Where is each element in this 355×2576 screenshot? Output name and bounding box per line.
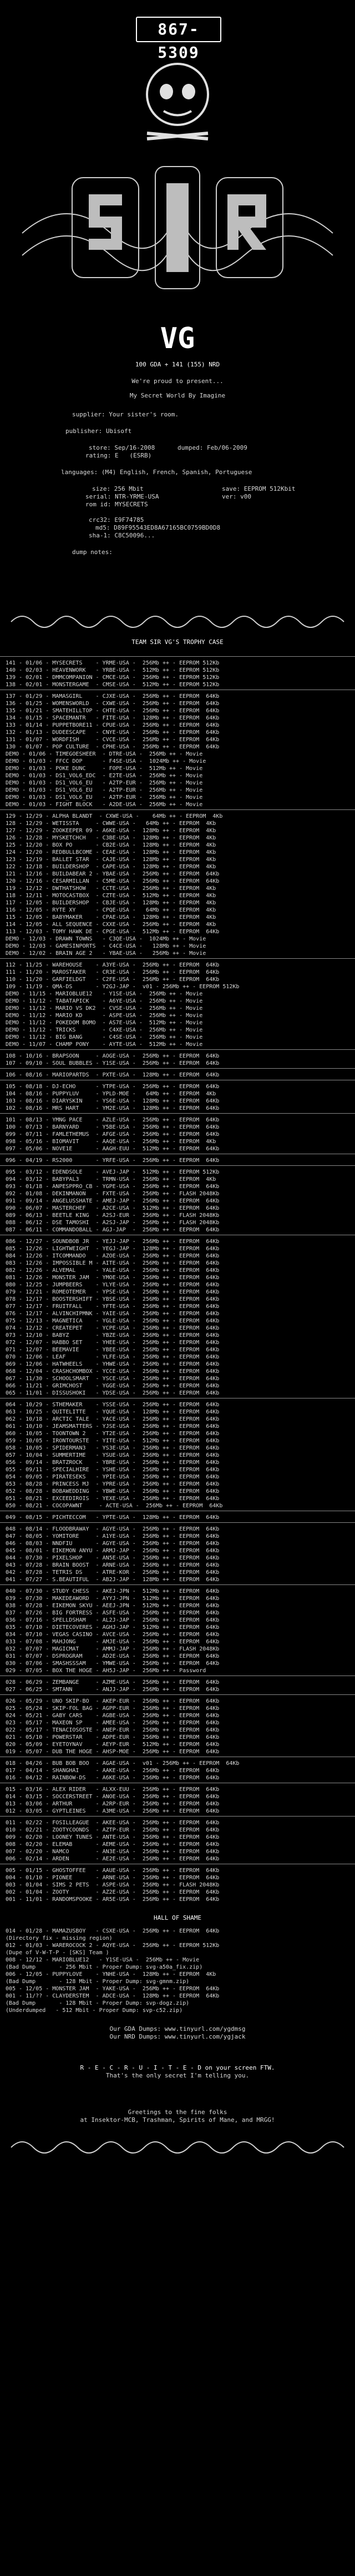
trophy-row: 139 - 02/01 - DMMCOMPANION - CMCE-USA - 256Mb ++ - EEPROM 512Kb bbox=[6, 675, 220, 681]
trophy-row: 053 - 08/28 - PRINCESS MJ - YPRE-USA - 256Mb ++ - EEPROM 64Kb bbox=[6, 1481, 220, 1487]
trophy-row: 029 - 07/05 - BOX THE HOGE - AH5J-JAP - 256Mb ++ - Password bbox=[6, 1668, 206, 1674]
group-separator bbox=[0, 1049, 355, 1050]
trophy-row: 098 - 05/16 - BIOMAVIT - AAQE-USA - 256Mb ++ - EEPROM 4Kb bbox=[6, 1139, 216, 1145]
trophy-row: 067 - 11/30 - SCHOOLSMART - YSCE-USA - 256Mb ++ - EEPROM 64Kb bbox=[6, 1376, 220, 1382]
trophy-row: 066 - 11/21 - GRIMCHOST - YGGE-USA - 256Mb ++ - EEPROM 64Kb bbox=[6, 1383, 220, 1389]
trophy-row: 041 - 07/27 - S.BEAUTIFUL - AB2J-JAP - 128Mb ++ - EEPROM 64Kb bbox=[6, 1577, 220, 1583]
trophy-row: 031 - 07/07 - DSPROGRAM - AD2E-USA - 256Mb ++ - EEPROM 64Kb bbox=[6, 1653, 220, 1659]
release-title: My Secret World By Imagine bbox=[129, 392, 226, 399]
trophy-row: 087 - 06/11 - COMMANDOBALL - AGJ-JAP - 256Mb ++ - EEPROM 64Kb bbox=[6, 1227, 220, 1233]
trophy-row: 127 - 12/29 - ZOOKEEPER 09 - A6KE-USA - 128Mb ++ - EEPROM 4Kb bbox=[6, 828, 216, 834]
trophy-row: 003 - 01/04 - SIMS 2 PETS - ASPE-USA - 256Mb ++ - FLASH 2048Kb bbox=[6, 1882, 220, 1888]
trophy-row: 008 - 02/20 - ELEMAB - AEME-USA - 256Mb ++ - EEPROM 64Kb bbox=[6, 1842, 220, 1848]
trophy-row: 105 - 08/18 - DJ-ECHO - YTPE-USA - 256Mb ++ - EEPROM 64Kb bbox=[6, 1084, 220, 1090]
trophy-row: 022 - 05/17 - TENACIOSOSTE - ANEP-EUR - 256Mb ++ - EEPROM 64Kb bbox=[6, 1727, 220, 1733]
trophy-row: 106 - 08/16 - MARIOPARTDS - PXTE-USA - 128Mb ++ - EEPROM 64Kb bbox=[6, 1072, 220, 1078]
shame-row: (Underdumped - 512 Mbit - Proper Dump: svp-c52.zip) bbox=[6, 2008, 183, 2014]
trophy-row: DEMO - 12/02 - BRAIN AGE 2 - YBAE-USA - 256Mb ++ - Movie bbox=[6, 950, 206, 957]
shame-row: (Directory fix - missing region) bbox=[6, 1935, 113, 1941]
trophy-row: 040 - 07/30 - STUDY CHESS - AKEJ-JPN - 512Mb ++ - EEPROM 64Kb bbox=[6, 1588, 220, 1594]
trophy-row: 101 - 08/13 - YMNG PACE - AZLE-USA - 256Mb ++ - EEPROM 64Kb bbox=[6, 1117, 220, 1123]
trophy-row: 120 - 12/16 - CESARMILLAN - C5ME-USA - 256Mb ++ - EEPROM 64Kb bbox=[6, 878, 220, 884]
trophy-row: 089 - 06/13 - BEETLE KING - A2SJ-EUR - 256Mb ++ - FLASH 2048Kb bbox=[6, 1212, 220, 1219]
intro-line-1: We're proud to present... bbox=[131, 378, 224, 385]
trophy-row: DEMO - 12/03 - GAMESINPORTS - C4CE-USA - 128Mb ++ - Movie bbox=[6, 943, 206, 949]
trophy-row: 113 - 12/03 - TOMY HAWK DE - CPGE-USA - 512Mb ++ - EEPROM 64Kb bbox=[6, 929, 220, 935]
trophy-row: 038 - 07/28 - EIKEMON SKYU - AEEJ-JPN - 512Mb ++ - EEPROM 64Kb bbox=[6, 1603, 220, 1609]
trophy-row: 010 - 02/21 - ZOOTYCOONDS - AZTP-EUR - 256Mb ++ - EEPROM 64Kb bbox=[6, 1827, 220, 1833]
trophy-row: 042 - 07/28 - TETRIS DS - ATRE-KOR - 256Mb ++ - EEPROM 64Kb bbox=[6, 1569, 220, 1576]
trophy-row: 047 - 08/05 - YOMITORE - A1YE-USA - 256Mb ++ - EEPROM 64Kb bbox=[6, 1533, 220, 1539]
trophy-row: 107 - 09/10 - SOUL BUBBLES - Y1SE-USA - 256Mb ++ - EEPROM 64Kb bbox=[6, 1060, 220, 1066]
trophy-row: DEMO - 01/03 - FFCC DOP - F4SE-USA - 1024Mb ++ - Movie bbox=[6, 758, 206, 764]
trophy-row: 110 - 11/20 - GARFIELDGT - C2FE-USA - 256Mb ++ - EEPROM 64Kb bbox=[6, 977, 220, 983]
trophy-row: DEMO - 11/12 - MARIO KD - ASPE-USA - 256Mb ++ - Movie bbox=[6, 1013, 203, 1019]
trophy-row: 081 - 12/26 - MONSTER JAM - YMOE-USA - 256Mb ++ - EEPROM 64Kb bbox=[6, 1275, 220, 1281]
trophy-row: 068 - 12/04 - CRASHCHOMBOX - YCCE-USA - 256Mb ++ - EEPROM 64Kb bbox=[6, 1368, 220, 1375]
trophy-row: 032 - 07/07 - MAGICMAT - AMMJ-JAP - 256Mb ++ - FLASH 2048Kb bbox=[6, 1646, 220, 1652]
save-line: save: EEPROM 512Kbit bbox=[222, 485, 296, 492]
trophy-row: 125 - 12/20 - BOX PO - CB2E-USA - 128Mb ++ - EEPROM 4Kb bbox=[6, 842, 216, 848]
trophy-row: 095 - 03/12 - EDENDSOLE - AVEJ-JAP - 512Mb ++ - EEPROM 512Kb bbox=[6, 1169, 220, 1175]
trophy-row: 094 - 03/12 - BABYPAL3 - TRMN-USA - 256Mb ++ - EEPROM 4Kb bbox=[6, 1176, 216, 1183]
trophy-row: 069 - 12/06 - HATWHEELS - YHWE-USA - 256Mb ++ - EEPROM 64Kb bbox=[6, 1361, 220, 1367]
dump-notes-label: dump notes: bbox=[72, 549, 113, 556]
trophy-row: 082 - 12/26 - ALVEMAL - YALE-USA - 256Mb ++ - EEPROM 64Kb bbox=[6, 1267, 220, 1274]
trophy-row: DEMO - 11/12 - POKEDOM BOMO - AS7E-USA - 512Mb ++ - Movie bbox=[6, 1020, 203, 1026]
trophy-row: 129 - 12/29 - ALPHA BLANDT - CXWE-USA - 64Mb ++ - EEPROM 4Kb bbox=[6, 813, 223, 819]
shame-row: 006 - 12/05 - PUPPYLOVE - YNHE-USA - 128Mb ++ - EEPROM 4Kb bbox=[6, 1971, 216, 1978]
trophy-row: 028 - 06/29 - ZEMBANGE - AZME-USA - 256Mb ++ - EEPROM 64Kb bbox=[6, 1679, 220, 1686]
recruit-line-1: R - E - C - R - U - I - T - E - D on your screen FTW. bbox=[80, 2064, 275, 2071]
trophy-row: 128 - 12/29 - WETISSTA - CWWE-USA - 64Mb ++ - EEPROM 4Kb bbox=[6, 821, 216, 827]
trophy-row: 093 - 01/18 - ANPESPPRO_CB - YGPE-USA - 256Mb ++ - EEPROM 64Kb bbox=[6, 1184, 220, 1190]
shame-row: 008 - 12/12 - MARIOBLUE12 - Y1SE-USA - 256Mb ++ - Movie bbox=[6, 1957, 200, 1963]
serial-line: serial: NTR-YRME-USA bbox=[85, 493, 159, 500]
trophy-row: 051 - 08/21 - EXCEEDIROIS - YEXE-USA - 256Mb ++ - EEPROM 64Kb bbox=[6, 1496, 220, 1502]
trophy-row: DEMO - 01/03 - DS1_VOL6_EDC - E2TE-USA - 256Mb ++ - Movie bbox=[6, 773, 203, 779]
group-separator bbox=[0, 1584, 355, 1585]
trophy-row: 023 - 05/17 - MAXEON SP - AMEE-USA - 256Mb ++ - EEPROM 64Kb bbox=[6, 1720, 220, 1726]
dumped-line: dumped: Feb/06-2009 bbox=[178, 444, 247, 451]
trophy-row: 133 - 01/14 - PUPPETBORE11 - CPUE-USA - 256Mb ++ - EEPROM 64Kb bbox=[6, 722, 220, 728]
shame-row: (Bad Dump - 256 Mbit - Proper Dump: svg-a50a_fix.zip) bbox=[6, 1964, 203, 1970]
nrd-dumps-link[interactable]: Our NRD Dumps: www.tinyurl.com/ygjack bbox=[109, 2033, 246, 2040]
trophy-row: 111 - 11/20 - MAROSTAKER - CR3E-USA - 256Mb ++ - EEPROM 64Kb bbox=[6, 969, 220, 975]
trophy-row: 076 - 12/17 - ALVINCHIPMNK - YAIE-USA - 256Mb ++ - EEPROM 64Kb bbox=[6, 1311, 220, 1317]
trophy-row: 088 - 06/12 - DSE TAMOSHI - A2SJ-JAP - 256Mb ++ - FLASH 2048Kb bbox=[6, 1220, 220, 1226]
trophy-row: 108 - 10/16 - BRAPSOON - AOGE-USA - 256Mb ++ - EEPROM 64Kb bbox=[6, 1053, 220, 1059]
trophy-row: 036 - 07/16 - SPELLDSHAM - AL2J-JAP - 256Mb ++ - EEPROM 64Kb bbox=[6, 1617, 220, 1623]
trophy-row: 132 - 01/13 - DUDEESCAPE - CNYE-USA - 256Mb ++ - EEPROM 64Kb bbox=[6, 729, 220, 736]
shame-row: (Bad Dump - 128 Mbit - Proper Dump: svp-dogz.zip) bbox=[6, 2000, 190, 2006]
trophy-row: 044 - 07/30 - PIXELSHOP - AN5E-USA - 256Mb ++ - EEPROM 64Kb bbox=[6, 1555, 220, 1561]
trophy-row: 083 - 12/26 - IMPOSSIBLE M - AITE-USA - 256Mb ++ - EEPROM 64Kb bbox=[6, 1260, 220, 1266]
sha1-line: sha-1: C8C50096... bbox=[89, 532, 155, 539]
trophy-row: 074 - 12/12 - CREATEPET - YCPE-USA - 256Mb ++ - EEPROM 64Kb bbox=[6, 1325, 220, 1331]
trophy-row: DEMO - 01/03 - FIGHT BLOCK - A2DE-USA - 256Mb ++ - Movie bbox=[6, 802, 203, 808]
trophy-row: DEMO - 11/12 - MARIO VS DK2 - CVSE-USA - 256Mb ++ - Movie bbox=[6, 1005, 203, 1012]
trophy-row: 034 - 07/10 - VEGAS CASINO - AVCE-USA - 256Mb ++ - EEPROM 64Kb bbox=[6, 1632, 220, 1638]
trophy-row: DEMO - 11/12 - TRICKS - C4XE-USA - 256Mb ++ - Movie bbox=[6, 1027, 203, 1033]
group-separator bbox=[0, 1522, 355, 1523]
trophy-row: 080 - 12/25 - JUMPBEERS - YLYE-USA - 256Mb ++ - EEPROM 64Kb bbox=[6, 1282, 220, 1288]
rating-line: rating: E (ESRB) bbox=[85, 452, 152, 459]
ribbon-divider bbox=[0, 611, 355, 633]
trophy-row: 039 - 07/30 - MAKEDEAWORD - AYYJ-JPN - 512Mb ++ - EEPROM 64Kb bbox=[6, 1596, 220, 1602]
shame-row: 001 - 11/?? - CLAYDERSTEM - ADCE-USA - 128Mb ++ - EEPROM 64Kb bbox=[6, 1993, 220, 1999]
languages-line: languages: (M4) English, French, Spanish, Portuguese bbox=[61, 469, 252, 476]
trophy-row: 060 - 10/05 - TOONTOWN 2 - YT2E-USA - 256Mb ++ - EEPROM 64Kb bbox=[6, 1431, 220, 1437]
group-separator bbox=[0, 1816, 355, 1817]
size-line: size: 256 Mbit bbox=[92, 485, 144, 492]
trophy-row: 134 - 01/15 - SPACEMANTR - FITE-USA - 128Mb ++ - EEPROM 64Kb bbox=[6, 715, 220, 721]
trophy-row: 078 - 12/17 - BOOSTERSHIFT - YBSE-USA - 256Mb ++ - EEPROM 64Kb bbox=[6, 1296, 220, 1302]
sir-logo-banner bbox=[0, 144, 355, 344]
trophy-row: 017 - 04/14 - SHANGHAI - AAKE-USA - 256Mb ++ - EEPROM 64Kb bbox=[6, 1768, 220, 1774]
trophy-row: 140 - 02/03 - HEAVENWORK - YRBE-USA - 512Mb ++ - EEPROM 512Kb bbox=[6, 667, 220, 673]
trophy-row: 090 - 06/07 - MASTERCHEF - A2CE-USA - 512Mb ++ - EEPROM 64Kb bbox=[6, 1205, 220, 1211]
trophy-row: 019 - 05/07 - DUB THE HOGE - AHSP-MOE - 256Mb ++ - EEPROM 64Kb bbox=[6, 1749, 220, 1755]
trophy-row: 137 - 01/29 - MAMASGIRL - CJXE-USA - 256Mb ++ - EEPROM 64Kb bbox=[6, 693, 220, 700]
trophy-row: 079 - 12/21 - ROMEOTEMER - YPSE-USA - 256Mb ++ - EEPROM 64Kb bbox=[6, 1289, 220, 1295]
trophy-row: 013 - 03/06 - ARTHUR - A2RP-EUR - 256Mb ++ - EEPROM 64Kb bbox=[6, 1801, 220, 1807]
skull-icon bbox=[125, 56, 230, 144]
trophy-row: 135 - 01/21 - SMATEHILLTOP - CHTE-USA - 256Mb ++ - EEPROM 64Kb bbox=[6, 708, 220, 714]
trophy-row: 071 - 12/07 - BEEMAVIE - YBEE-USA - 256Mb ++ - EEPROM 64Kb bbox=[6, 1347, 220, 1353]
trophy-row: 091 - 09/14 - ANGELUSSHATE - AMEJ-JAP - 256Mb ++ - EEPROM 64Kb bbox=[6, 1198, 220, 1204]
md5-line: md5: D89F95543ED8A67165BC0759BD0D8 bbox=[95, 524, 221, 531]
trophy-row: 055 - 09/11 - SPECIALHIRE - YSHE-USA - 256Mb ++ - EEPROM 64Kb bbox=[6, 1467, 220, 1473]
trophy-row: 118 - 12/11 - MOTOCASTBOX - CZTE-USA - 512Mb ++ - EEPROM 4Kb bbox=[6, 893, 216, 899]
trophy-row: 059 - 10/05 - IRONTOURSTE - YITE-USA - 512Mb ++ - EEPROM 64Kb bbox=[6, 1438, 220, 1444]
trophy-row: 020 - 05/09 - EYETOYNAV - AEYP-EUR - 512Mb ++ - EEPROM 64Kb bbox=[6, 1742, 220, 1748]
trophy-row: 025 - 05/24 - SKIP-FOL BAG - AGPP-EUR - 256Mb ++ - EEPROM 64Kb bbox=[6, 1705, 220, 1712]
trophy-row: 073 - 12/10 - BABYZ - YBZE-USA - 256Mb ++ - EEPROM 64Kb bbox=[6, 1332, 220, 1339]
trophy-row: 103 - 08/16 - DIARYSKIN - YS6E-USA - 128Mb ++ - EEPROM 64Kb bbox=[6, 1098, 220, 1104]
trophy-row: DEMO - 01/03 - POKE DUNC - FOPE-USA - 512Mb ++ - Movie bbox=[6, 766, 203, 772]
trophy-row: 116 - 12/05 - RYTE XY - CPQE-USA - 64Mb ++ - EEPROM 4Kb bbox=[6, 907, 216, 913]
trophy-row: 062 - 10/18 - ARCTIC TALE - YACE-USA - 256Mb ++ - EEPROM 64Kb bbox=[6, 1416, 220, 1422]
trophy-row: 014 - 03/15 - SOCCERSTREET - ANOE-USA - 256Mb ++ - EEPROM 64Kb bbox=[6, 1794, 220, 1800]
trophy-row: 058 - 10/05 - SPIDERMAN3 - YS3E-USA - 256Mb ++ - EEPROM 64Kb bbox=[6, 1445, 220, 1451]
trophy-row: 065 - 11/01 - DISSUSHOKI - YDSE-USA - 256Mb ++ - EEPROM 64Kb bbox=[6, 1390, 220, 1396]
logo-letters: VG bbox=[160, 322, 195, 355]
store-line: store: Sep/16-2008 bbox=[89, 444, 155, 451]
shame-row: 012 - 01/03 - WAREROCOCK 2 - AQYE-USA - 256Mb ++ - EEPROM 512Kb bbox=[6, 1943, 220, 1949]
trophy-row: 126 - 12/28 - MYSKETCHCH - C3BE-USA - 128Mb ++ - EEPROM 4Kb bbox=[6, 835, 216, 841]
trophy-row: 045 - 08/01 - EIKEMON ANYU - ARMJ-JAP - 256Mb ++ - EEPROM 64Kb bbox=[6, 1548, 220, 1554]
trophy-row: 015 - 03/16 - ALEX RIDER - ALXX-EUU - 256Mb ++ - EEPROM 64Kb bbox=[6, 1787, 220, 1793]
trophy-row: 121 - 12/16 - BUILDABEAR 2 - YBAE-USA - 256Mb ++ - EEPROM 64Kb bbox=[6, 871, 220, 877]
trophy-row: 056 - 09/14 - BRATZROCK - YBRE-USA - 256Mb ++ - EEPROM 64Kb bbox=[6, 1460, 220, 1466]
trophy-row: 043 - 07/28 - BRAIN BOOST - ARNE-USA - 256Mb ++ - EEPROM 64Kb bbox=[6, 1562, 220, 1568]
trophy-row: 141 - 01/06 - MYSECRETS - YRME-USA - 256Mb ++ - EEPROM 512Kb bbox=[6, 660, 220, 666]
counter-display: 867-5309 bbox=[136, 17, 221, 42]
trophy-row: 109 - 11/19 - QMA-DS - Y2GJ-JAP - v01 - 256Mb ++ - EEPROM 512Kb bbox=[6, 984, 240, 990]
trophy-row: 115 - 12/05 - BABYMAKER - CPAE-USA - 128Mb ++ - EEPROM 4Kb bbox=[6, 914, 216, 920]
gda-dumps-link[interactable]: Our GDA Dumps: www.tinyurl.com/ygdmsg bbox=[109, 2025, 246, 2032]
trophy-case-title: TEAM SIR VG'S TROPHY CASE bbox=[131, 638, 224, 646]
trophy-row: 104 - 08/16 - PUPPYLUV - YPLD-MOE - 64Mb ++ - EEPROM 4Kb bbox=[6, 1091, 216, 1097]
shame-row: (Bad Dump - 128 Mbit - Proper Dump: svg-gmnm.zip) bbox=[6, 1979, 190, 1985]
greetings-line-1: Greetings to the fine folks bbox=[128, 2109, 227, 2116]
trophy-row: 057 - 10/04 - SUMMERTIME - YSUE-USA - 256Mb ++ - EEPROM 64Kb bbox=[6, 1452, 220, 1458]
trophy-row: 099 - 07/11 - FAMLETHEMUS - AFGE-USA - 256Mb ++ - EEPROM 64Kb bbox=[6, 1131, 220, 1138]
trophy-row: DEMO - 11/12 - BIG BANG - C4SE-USA - 256Mb ++ - Movie bbox=[6, 1034, 203, 1040]
trophy-row: 112 - 11/25 - WAREHOUSE - A3YE-USA - 256Mb ++ - EEPROM 64Kb bbox=[6, 962, 220, 968]
trophy-row: 037 - 07/26 - BIG FORTRESS - ASFE-USA - 256Mb ++ - EEPROM 64Kb bbox=[6, 1610, 220, 1616]
trophy-row: 049 - 08/15 - PICHTECCOM - YPTE-USA - 128Mb ++ - EEPROM 64Kb bbox=[6, 1515, 220, 1521]
trophy-row: 061 - 10/10 - JEAMSMATTERS - YJSE-USA - 256Mb ++ - EEPROM 64Kb bbox=[6, 1423, 220, 1430]
group-separator bbox=[0, 958, 355, 959]
trophy-row: 009 - 02/20 - LOONEY TUNES - ANTE-USA - 256Mb ++ - EEPROM 64Kb bbox=[6, 1834, 220, 1840]
group-separator bbox=[0, 1068, 355, 1069]
trophy-row: 054 - 09/05 - PIRATESEKS - YPIE-USA - 256Mb ++ - EEPROM 64Kb bbox=[6, 1474, 220, 1480]
trophy-row: 102 - 08/16 - MRS HART - YM2E-USA - 128Mb ++ - EEPROM 64Kb bbox=[6, 1105, 220, 1111]
trophy-row: DEMO - 01/03 - DS1_VOL6_EU - A2TP-EUR - 256Mb ++ - Movie bbox=[6, 780, 203, 786]
trophy-row: 035 - 07/10 - DIETECOVERES - AGHJ-JAP - 512Mb ++ - EEPROM 64Kb bbox=[6, 1624, 220, 1631]
trophy-row: 046 - 08/03 - NNDFIU - AGYE-USA - 256Mb ++ - EEPROM 64Kb bbox=[6, 1541, 220, 1547]
trophy-row: 100 - 07/13 - BARNYARD - Y5BE-USA - 256Mb ++ - EEPROM 64Kb bbox=[6, 1124, 220, 1130]
trophy-row: 018 - 04/26 - BUB BOB BOO - AGAE-USA - v01 - 256Mb ++ - EEPROM 64Kb bbox=[6, 1760, 240, 1767]
group-separator bbox=[0, 1165, 355, 1166]
trophy-row: 012 - 03/05 - GYPTLEINES - A3ME-USA - 256Mb ++ - EEPROM 64Kb bbox=[6, 1808, 220, 1814]
trophy-row: 005 - 01/15 - GHOSTOFFEE - AAUE-USA - 256Mb ++ - EEPROM 64Kb bbox=[6, 1868, 220, 1874]
trophy-row: 026 - 05/29 - UNO SKIP-BO - AKEP-EUR - 256Mb ++ - EEPROM 64Kb bbox=[6, 1698, 220, 1704]
trophy-row: 117 - 12/05 - BUILDERSHOP - CBJE-USA - 128Mb ++ - EEPROM 4Kb bbox=[6, 900, 216, 906]
release-stats: 100 GDA + 141 (155) NRD bbox=[135, 361, 220, 368]
trophy-row: 131 - 01/07 - WORDFISH - CVCE-USA - 256Mb ++ - EEPROM 64Kb bbox=[6, 737, 220, 743]
trophy-row: 085 - 12/26 - LIGHTWEIGHT - YEGJ-JAP - 128Mb ++ - EEPROM 64Kb bbox=[6, 1246, 220, 1252]
trophy-row: 086 - 12/27 - SOUNDBOB JR - YEJJ-JAP - 256Mb ++ - EEPROM 64Kb bbox=[6, 1239, 220, 1245]
trophy-row: DEMO - 12/03 - DRAWN TOWNS - C3QE-USA - 1024Mb ++ - Movie bbox=[6, 936, 206, 942]
trophy-row: 077 - 12/17 - FRUITFALL - YFTE-USA - 256Mb ++ - EEPROM 64Kb bbox=[6, 1304, 220, 1310]
trophy-row: 007 - 02/20 - NAMCO - AN3E-USA - 256Mb ++ - EEPROM 64Kb bbox=[6, 1849, 220, 1855]
trophy-row: DEMO - 01/03 - DS1_VOL6_EU - A2TP-EUR - 256Mb ++ - Movie bbox=[6, 794, 203, 801]
rom-id-line: rom id: MYSECRETS bbox=[85, 501, 148, 508]
shame-row: (Dupe of V-W-T-P - [SKS] Team ) bbox=[6, 1950, 109, 1956]
trophy-row: 136 - 01/25 - WOMENSWORLD - CXWE-USA - 256Mb ++ - EEPROM 64Kb bbox=[6, 701, 220, 707]
hall-of-shame-title: HALL OF SHAME bbox=[153, 1914, 202, 1921]
trophy-row: 052 - 08/28 - BOBAWEDDING - YBWE-USA - 256Mb ++ - EEPROM 64Kb bbox=[6, 1488, 220, 1495]
trophy-row: 096 - 04/19 - RS2000 - YRFE-USA - 256Mb ++ - EEPROM 64Kb bbox=[6, 1158, 220, 1164]
group-separator bbox=[0, 656, 355, 657]
publisher-line: publisher: Ubisoft bbox=[65, 427, 132, 435]
trophy-row: 124 - 12/20 - REDBULLBCOME - CEAE-USA - 128Mb ++ - EEPROM 4Kb bbox=[6, 849, 216, 856]
greetings-line-2: at Insektor-MCB, Trashman, Spirits of Mane, and MRGG! bbox=[80, 2116, 275, 2124]
trophy-row: 075 - 12/13 - MAGNETICA - YGLE-USA - 256Mb ++ - EEPROM 64Kb bbox=[6, 1318, 220, 1324]
trophy-row: 011 - 02/22 - FOSILLEAGUE - AKEE-USA - 256Mb ++ - EEPROM 64Kb bbox=[6, 1820, 220, 1826]
trophy-row: 004 - 01/10 - PIONEE - ARNE-USA - 256Mb ++ - EEPROM 64Kb bbox=[6, 1875, 220, 1881]
trophy-row: 016 - 04/12 - RAINBOW-DS - A6KE-USA - 256Mb ++ - EEPROM 64Kb bbox=[6, 1775, 220, 1781]
trophy-row: 097 - 05/06 - NOVE1E - AAGH-EUU - 512Mb ++ - EEPROM 64Kb bbox=[6, 1146, 220, 1152]
trophy-row: DEMO - 01/03 - DS1_VOL6_EU - A2TP-EUR - 256Mb ++ - Movie bbox=[6, 787, 203, 793]
shame-row: 005 - 12/05 - MONSTER JAM - YAKE-USA - 256Mb ++ - EEPROM 64Kb bbox=[6, 1986, 220, 1992]
trophy-row: 021 - 05/10 - POWERSTAR - ADPE-EUR - 256Mb ++ - EEPROM 64Kb bbox=[6, 1734, 220, 1740]
trophy-row: 130 - 01/07 - POP CULTURE - CPHE-USA - 256Mb ++ - EEPROM 64Kb bbox=[6, 744, 220, 750]
supplier-line: supplier: Your sister's room. bbox=[72, 411, 179, 418]
shame-row: 014 - 01/28 - MAMAZUSBOY - CSXE-USA - 256Mb ++ - EEPROM 64Kb bbox=[6, 1928, 220, 1934]
bottom-ribbon-divider bbox=[0, 2136, 355, 2159]
trophy-row: 033 - 07/08 - MAHJONG - AMJE-USA - 256Mb ++ - EEPROM 64Kb bbox=[6, 1639, 220, 1645]
trophy-row: 114 - 12/05 - ALL SEQUENCE - CXXE-USA - 256Mb ++ - EEPROM 4Kb bbox=[6, 922, 216, 928]
trophy-row: DEMO - 11/12 - TABATAPICK - A6YE-USA - 256Mb ++ - Movie bbox=[6, 998, 203, 1004]
trophy-row: 122 - 12/18 - BUILDERSHOP - CAPE-USA - 128Mb ++ - EEPROM 4Kb bbox=[6, 864, 216, 870]
trophy-row: 092 - 01/08 - DEKINMANON - FXTE-USA - 256Mb ++ - FLASH 2048Kb bbox=[6, 1191, 220, 1197]
trophy-row: 006 - 02/14 - ARDEN - AE2E-USA - 256Mb ++ - EEPROM 64Kb bbox=[6, 1856, 220, 1862]
trophy-row: 119 - 12/12 - DWTHATSHOW - CCTE-USA - 256Mb ++ - EEPROM 4Kb bbox=[6, 886, 216, 892]
trophy-row: DEMO - 11/07 - CHAMP PONY - AYTE-USA - 512Mb ++ - Movie bbox=[6, 1042, 203, 1048]
trophy-row: 070 - 12/06 - LEAF - YLFE-USA - 256Mb ++ - EEPROM 64Kb bbox=[6, 1354, 220, 1360]
trophy-row: 138 - 02/01 - MONSTERGAME - CMSE-USA - 512Mb ++ - EEPROM 512Kb bbox=[6, 682, 220, 688]
trophy-row: 050 - 08/21 - COCOPAWNT - ACTE-USA - 256Mb ++ - EEPROM 64Kb bbox=[6, 1503, 223, 1509]
trophy-row: 027 - 06/25 - SMTANN - ANJJ-JAP - 256Mb ++ - EEPROM 64Kb bbox=[6, 1687, 220, 1693]
trophy-row: 064 - 10/29 - STHEMAKER - YSSE-USA - 256Mb ++ - EEPROM 64Kb bbox=[6, 1402, 220, 1408]
trophy-row: DEMO - 11/15 - MARIOBLUE12 - Y1SE-USA - 256Mb ++ - Movie bbox=[6, 991, 203, 997]
group-separator bbox=[0, 1113, 355, 1114]
trophy-row: 123 - 12/19 - BALLET STAR - CAJE-USA - 128Mb ++ - EEPROM 4Kb bbox=[6, 857, 216, 863]
trophy-row: 030 - 07/06 - SMASHSSSAM - YMWE-USA - 256Mb ++ - EEPROM 64Kb bbox=[6, 1661, 220, 1667]
group-separator bbox=[0, 1694, 355, 1695]
trophy-row: 084 - 12/26 - ITCOMMANDO - AZOE-USA - 256Mb ++ - EEPROM 64Kb bbox=[6, 1253, 220, 1259]
version-line: ver: v00 bbox=[222, 493, 251, 500]
crc32-line: crc32: E9F74785 bbox=[89, 516, 144, 524]
group-separator bbox=[0, 809, 355, 810]
trophy-row: DEMO - 01/06 - TIMEGOESHEER - DTRE-USA - 256Mb ++ - Movie bbox=[6, 751, 203, 757]
trophy-row: 072 - 12/07 - HABBO SET - YHEE-USA - 256Mb ++ - EEPROM 64Kb bbox=[6, 1340, 220, 1346]
trophy-row: 002 - 01/04 - ZOOTY - AZ2E-USA - 256Mb ++ - EEPROM 64Kb bbox=[6, 1889, 220, 1895]
trophy-row: 001 - 11/01 - RANDOMSPOOKE - AR5E-USA - 256Mb ++ - EEPROM 64Kb bbox=[6, 1896, 220, 1903]
trophy-row: 063 - 10/25 - QUITELITTE - YQUE-USA - 128Mb ++ - EEPROM 64Kb bbox=[6, 1409, 220, 1415]
trophy-row: 024 - 05/21 - GABY CARS - AGBE-USA - 256Mb ++ - EEPROM 64Kb bbox=[6, 1713, 220, 1719]
recruit-line-2: That's the only secret I'm telling you. bbox=[105, 2072, 250, 2079]
trophy-row: 048 - 08/14 - FLOODBRAWAY - AGYE-USA - 256Mb ++ - EEPROM 64Kb bbox=[6, 1526, 220, 1532]
